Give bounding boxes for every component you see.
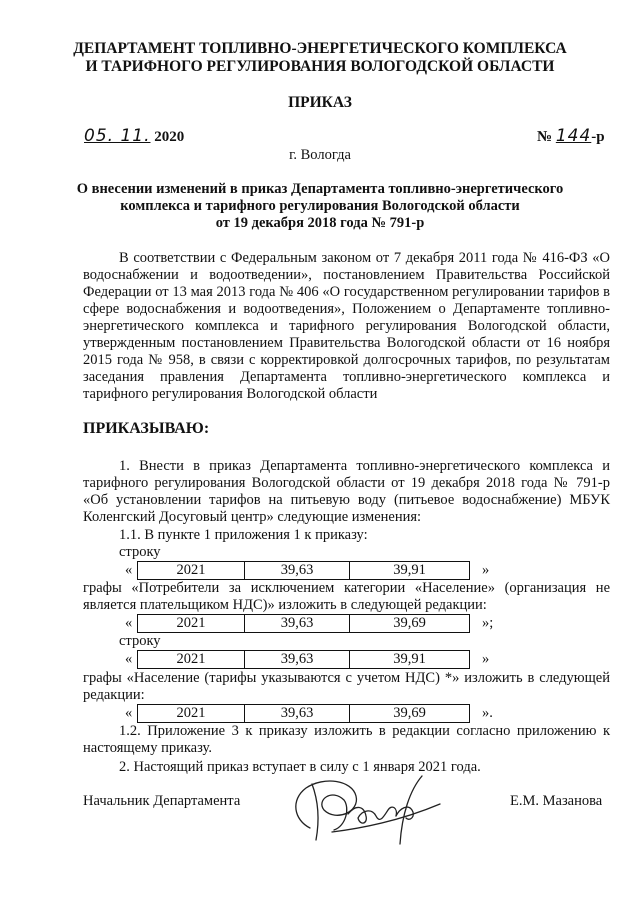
city: г. Вологда <box>289 147 351 163</box>
row-cells <box>137 650 470 669</box>
table-row <box>0 561 640 580</box>
row-cells <box>137 614 470 633</box>
table-row <box>0 614 640 633</box>
item-1-2-paragraph: 1.2. Приложение 3 к приказу изложить в редакции согласно приложению к настоящему приказу. <box>83 723 610 756</box>
cell-year: 2021 <box>176 705 206 721</box>
signatory-name: Е.М. Мазанова <box>510 793 603 809</box>
cell-value-2: 39,69 <box>349 705 469 722</box>
quote-open: « <box>125 651 133 667</box>
cell-value-1: 39,63 <box>244 562 349 579</box>
department-line-2: И ТАРИФНОГО РЕГУЛИРОВАНИЯ ВОЛОГОДСКОЙ ОБЛАСТИ <box>85 58 555 75</box>
number-suffix: -р <box>591 129 605 145</box>
cell-value-2: 39,91 <box>349 651 469 668</box>
order-word: ПРИКАЗЫВАЮ: <box>83 420 210 437</box>
handwritten-date: 05. 11. <box>84 126 151 146</box>
subject-line-1: О внесении изменений в приказ Департамента топливно-энергетического <box>76 181 564 197</box>
quote-close-semicolon: »; <box>482 615 494 631</box>
handwritten-number: 144 <box>555 126 592 146</box>
quote-close-period: ». <box>482 705 493 721</box>
order-date <box>84 126 184 146</box>
cell-year: 2021 <box>176 615 206 631</box>
subject-line-3: от 19 декабря 2018 года № 791-р <box>215 215 425 231</box>
graph-a-paragraph: графы «Потребители за исключением категории «Население» (организация не является плательщиком НДС)» изложить в следующей редакции: <box>83 580 610 613</box>
cell-value-1: 39,63 <box>244 615 349 632</box>
row-word-2: строку <box>119 633 161 649</box>
table-row <box>0 650 640 669</box>
signatory-position: Начальник Департамента <box>83 793 241 809</box>
signature-icon <box>272 770 452 848</box>
order-number <box>537 126 605 146</box>
cell-year: 2021 <box>176 651 206 667</box>
cell-value-1: 39,63 <box>244 705 349 722</box>
number-sign: № <box>537 129 553 145</box>
date-year: 2020 <box>154 129 185 145</box>
quote-open: « <box>125 705 133 721</box>
item-2: 2. Настоящий приказ вступает в силу с 1 января 2021 года. <box>119 759 481 775</box>
cell-value-1: 39,63 <box>244 651 349 668</box>
subject-line-2: комплекса и тарифного регулирования Вологодской области <box>120 198 520 214</box>
row-cells <box>137 561 470 580</box>
row-word-1: строку <box>119 544 161 560</box>
cell-year: 2021 <box>176 562 206 578</box>
handwritten-signature <box>272 770 452 848</box>
graph-b-paragraph: графы «Население (тарифы указываются с учетом НДС) *» изложить в следующей редакции: <box>83 670 610 703</box>
quote-close: » <box>482 651 490 667</box>
row-cells <box>137 704 470 723</box>
quote-close: » <box>482 562 490 578</box>
department-line-1: ДЕПАРТАМЕНТ ТОПЛИВНО-ЭНЕРГЕТИЧЕСКОГО КОМПЛЕКСА <box>73 40 567 57</box>
department-header <box>0 40 640 76</box>
cell-value-2: 39,69 <box>349 615 469 632</box>
quote-open: « <box>125 562 133 578</box>
table-row <box>0 704 640 723</box>
cell-value-2: 39,91 <box>349 562 469 579</box>
document-type: ПРИКАЗ <box>288 94 352 111</box>
item-1-1: 1.1. В пункте 1 приложения 1 к приказу: <box>119 527 368 543</box>
preamble-paragraph: В соответствии с Федеральным законом от 7 декабря 2011 года № 416-ФЗ «О водоснабжении и водоотведении», постановлением Правительства Российской Федерации от 13 мая 2013 года № 406 «О государственном регулировании тарифов в сфере водоснабжения и водоотведения», Положением о Департаменте топливно-энергетического комплекса и тарифного регулирования Вологодской области, утвержденным постановлением Правительства Вологодской области от 16 ноября 2015 года № 958, в связи с корректировкой долгосрочных тарифов, по результатам заседания правления Департамента топливно-энергетического комплекса и тарифного регулирования Вологодской области <box>83 250 610 402</box>
order-subject <box>0 181 640 232</box>
quote-open: « <box>125 615 133 631</box>
item-1-paragraph: 1. Внести в приказ Департамента топливно-энергетического комплекса и тарифного регулирования Вологодской области от 19 декабря 2018 года № 791-р «Об установлении тарифов на питьевую воду (питьевое водоснабжение) МБУК Коленгский Досуговый центр» следующие изменения: <box>83 458 610 525</box>
